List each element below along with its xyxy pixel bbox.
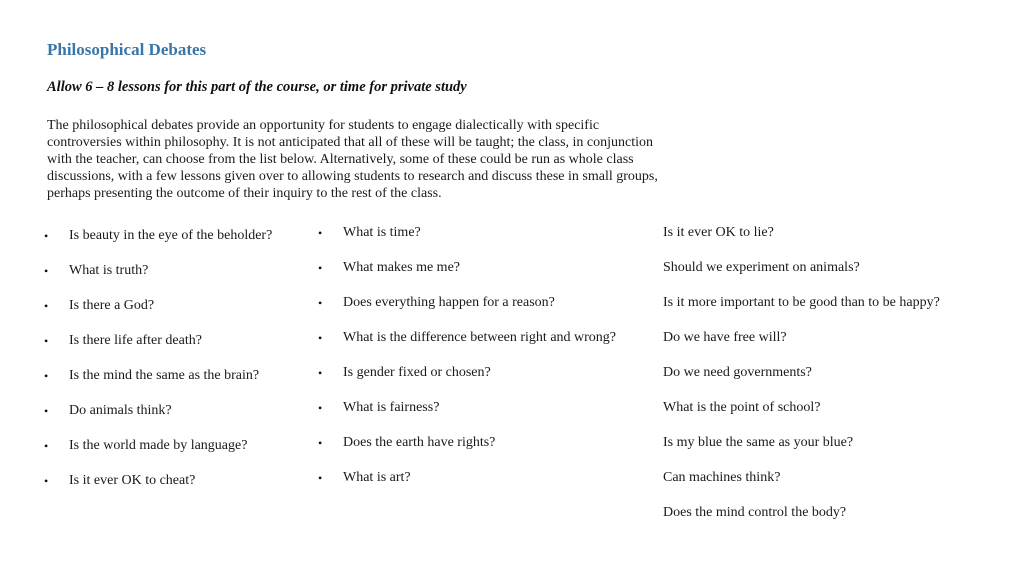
list-item-text: Does the earth have rights? bbox=[343, 435, 496, 450]
bullet-icon: • bbox=[318, 436, 323, 450]
list-item-text: Is the world made by language? bbox=[69, 438, 248, 453]
bullet-icon: • bbox=[318, 471, 323, 485]
list-item bbox=[44, 473, 272, 508]
bullet-icon: • bbox=[44, 299, 49, 313]
intro-line: with the teacher, can choose from the list below. Alternatively, some of these could be run as whole class bbox=[47, 152, 634, 167]
list-item bbox=[318, 365, 616, 400]
list-item-text: Is it ever OK to cheat? bbox=[69, 473, 196, 488]
debate-list-column-2 bbox=[318, 225, 617, 505]
list-item-text: Is there a God? bbox=[69, 298, 155, 313]
bullet-icon: • bbox=[318, 331, 323, 345]
list-item bbox=[663, 225, 940, 260]
intro-paragraph bbox=[47, 117, 707, 202]
bullet-icon: • bbox=[44, 369, 49, 383]
bullet-icon: • bbox=[318, 296, 323, 310]
list-item bbox=[44, 438, 272, 473]
intro-line: The philosophical debates provide an opportunity for students to engage dialectically with specific bbox=[47, 118, 600, 133]
list-item bbox=[663, 330, 940, 365]
bullet-icon: • bbox=[44, 474, 49, 488]
list-item-text: What is the point of school? bbox=[663, 400, 821, 415]
list-item-text: Do we need governments? bbox=[663, 365, 812, 380]
list-item-text: Is gender fixed or chosen? bbox=[343, 365, 491, 380]
list-item bbox=[663, 435, 940, 470]
list-item-text: Is it ever OK to lie? bbox=[663, 225, 774, 240]
list-item-text: What is art? bbox=[343, 470, 411, 485]
list-item bbox=[44, 368, 272, 403]
list-item bbox=[318, 435, 616, 470]
bullet-icon: • bbox=[318, 226, 323, 240]
bullet-icon: • bbox=[44, 264, 49, 278]
list-item bbox=[663, 470, 940, 505]
list-item-text: What makes me me? bbox=[343, 260, 461, 275]
list-item-text: Does everything happen for a reason? bbox=[343, 295, 555, 310]
list-item-text: Is the mind the same as the brain? bbox=[69, 368, 260, 383]
list-item bbox=[318, 295, 616, 330]
list-item bbox=[663, 260, 940, 295]
list-item-text: Is my blue the same as your blue? bbox=[663, 435, 854, 450]
list-item bbox=[663, 505, 940, 540]
list-item bbox=[663, 295, 940, 330]
list-item bbox=[663, 400, 940, 435]
list-item bbox=[44, 298, 272, 333]
list-item-text: What is fairness? bbox=[343, 400, 440, 415]
list-item-text: Is it more important to be good than to be happy? bbox=[663, 295, 940, 310]
list-item-text: Does the mind control the body? bbox=[663, 505, 847, 520]
list-item-text: Can machines think? bbox=[663, 470, 781, 485]
intro-line: perhaps presenting the outcome of their inquiry to the rest of the class. bbox=[47, 186, 442, 201]
bullet-icon: • bbox=[44, 404, 49, 418]
list-item bbox=[318, 260, 616, 295]
list-item-text: Is beauty in the eye of the beholder? bbox=[69, 228, 273, 243]
bullet-icon: • bbox=[318, 401, 323, 415]
intro-line: discussions, with a few lessons given over to allowing students to research and discuss these in small groups, bbox=[47, 169, 658, 184]
list-item bbox=[318, 330, 617, 365]
debate-list-column-1 bbox=[44, 228, 273, 508]
bullet-icon: • bbox=[318, 366, 323, 380]
list-item bbox=[318, 470, 616, 505]
list-item-text: What is the difference between right and wrong? bbox=[343, 330, 617, 345]
list-item bbox=[44, 228, 273, 263]
list-item-text: Should we experiment on animals? bbox=[663, 260, 860, 275]
list-item-text: Do we have free will? bbox=[663, 330, 787, 345]
bullet-icon: • bbox=[44, 439, 49, 453]
list-item bbox=[318, 225, 616, 260]
list-item bbox=[44, 333, 272, 368]
list-item bbox=[318, 400, 616, 435]
bullet-icon: • bbox=[44, 334, 49, 348]
intro-line: controversies within philosophy. It is not anticipated that all of these will be taught; the class, in conjunction bbox=[47, 135, 654, 150]
list-item bbox=[663, 365, 940, 400]
bullet-icon: • bbox=[44, 229, 49, 243]
list-item bbox=[44, 403, 272, 438]
debate-list-column-3 bbox=[663, 225, 940, 540]
bullet-icon: • bbox=[318, 261, 323, 275]
list-item bbox=[44, 263, 272, 298]
page-title: Philosophical Debates bbox=[47, 40, 207, 59]
list-item-text: Do animals think? bbox=[69, 403, 172, 418]
list-item-text: What is time? bbox=[343, 225, 421, 240]
list-item-text: What is truth? bbox=[69, 263, 149, 278]
list-item-text: Is there life after death? bbox=[69, 333, 202, 348]
page-subtitle: Allow 6 – 8 lessons for this part of the course, or time for private study bbox=[47, 79, 467, 95]
